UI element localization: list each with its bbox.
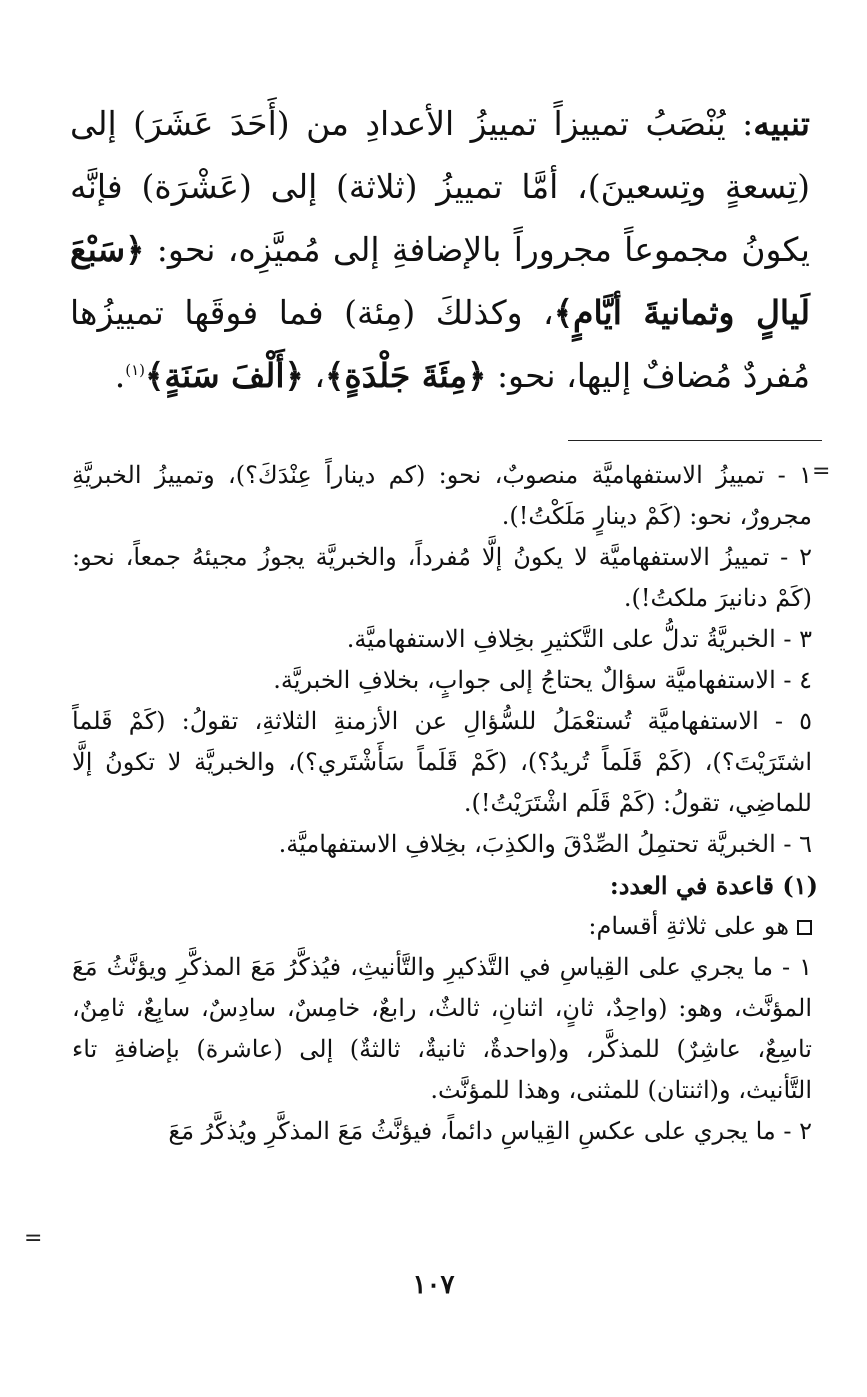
footnote-item-2: ٢ - تمييزُ الاستفهاميَّة لا يكونُ إلَّا مُفرداً، والخبريَّة يجوزُ مجيئهُ جمعاً، نحو: (كَمْ دنانيرَ ملكتُ!). (72, 543, 812, 612)
footnote-1-intro-text: هو على ثلاثةِ أقسام: (588, 912, 789, 940)
main-text-end: . (114, 356, 126, 395)
main-text-segment-1: : يُنْصَبُ تمييزاً تمييزُ الأعدادِ من (أَحَدَ عَشَرَ) إلى (تِسعةٍ وتِسعينَ)، أمَّا تمييزُ (ثلاثة) إلى (عَشْرَة) فإنَّه يكونُ مجموعاً مجروراً بالإضافةِ إلى مُميَّزِه، نحو: (70, 104, 810, 269)
footnote-1-marker: (١) (782, 871, 818, 900)
quran-quote-3: ﴿أَلْفَ سَنَةٍ﴾ (145, 356, 304, 395)
continuation-mark-bottom: = (24, 1226, 43, 1251)
note-label: تنبيه (753, 104, 810, 143)
quran-quote-1: ﴿سَبْعَ لَيالٍ وثمانيةَ أيَّامٍ﴾ (70, 230, 810, 332)
main-text-paragraph (70, 92, 810, 407)
main-text-segment-2: ، وكذلكَ (مِئة) فما فوقَها تمييزُها مُفردٌ مُضافٌ إليها، نحو: (70, 293, 810, 395)
footnote-item-3: ٣ - الخبريَّةُ تدلُّ على التَّكثيرِ بخِلافِ الاستفهاميَّة. (346, 625, 812, 653)
square-bullet-icon (797, 920, 812, 935)
continuation-mark-top: = (812, 459, 831, 484)
footnote-1-intro (72, 906, 812, 947)
quran-quote-2: ﴿مِئَةَ جَلْدَةٍ﴾ (325, 356, 487, 395)
footnote-item-4: ٤ - الاستفهاميَّة سؤالٌ يحتاجُ إلى جوابٍ، بخلافِ الخبريَّة. (273, 666, 812, 694)
page-number: ١٠٧ (412, 1270, 455, 1300)
footnote-item-6: ٦ - الخبريَّة تحتمِلُ الصِّدْقَ والكذِبَ، بخِلافِ الاستفهاميَّة. (278, 830, 812, 858)
footnote-1-heading (78, 865, 818, 906)
footnote-separator-line (568, 440, 822, 441)
footnotes-section (72, 455, 818, 1152)
footnote-1-title: قاعدة في العدد: (609, 871, 775, 900)
footnote-reference: (١) (125, 361, 146, 379)
quote-separator: ، (303, 356, 326, 395)
footnote-1-item-2: ٢ - ما يجري على عكسِ القِياسِ دائماً، فيؤنَّثُ مَعَ المذكَّرِ ويُذكَّرُ مَعَ (168, 1117, 812, 1145)
footnote-item-1: ١ - تمييزُ الاستفهاميَّة منصوبٌ، نحو: (كم ديناراً عِنْدَكَ؟)، وتمييزُ الخبريَّةِ مجرورٌ، نحو: (كَمْ دينارٍ مَلَكْتُ!). (72, 461, 812, 530)
footnote-item-5: ٥ - الاستفهاميَّة تُستعْمَلُ للسُّؤالِ عن الأزمنةِ الثلاثةِ، تقولُ: (كَمْ قَلماً اشتَرَيْتَ؟)، (كَمْ قَلَماً تُريدُ؟)، (كَمْ قَلَماً سَأَشْتَري؟)، والخبريَّة لا تكونُ إلَّا للماضِي، تقولُ: (كَمْ قَلَم اشْتَرَيْتُ!). (72, 707, 812, 817)
footnote-1-item-1: ١ - ما يجري على القِياسِ في التَّذكيرِ والتَّأنيثِ، فيُذكَّرُ مَعَ المذكَّرِ ويؤنَّثُ مَعَ المؤنَّث، وهو: (واحِدٌ، ثانٍ، اثنانِ، ثالثٌ، رابعٌ، خامِسٌ، سادِسٌ، سابِعٌ، ثامِنٌ، تاسِعٌ، عاشِرٌ) للمذكَّر، و(واحدةٌ، ثانيةٌ، ثالثةٌ) إلى (عاشرة) بإضافةِ تاء التَّأنيث، و(اثنتان) للمثنى، وهذا للمؤنَّث. (72, 953, 813, 1104)
